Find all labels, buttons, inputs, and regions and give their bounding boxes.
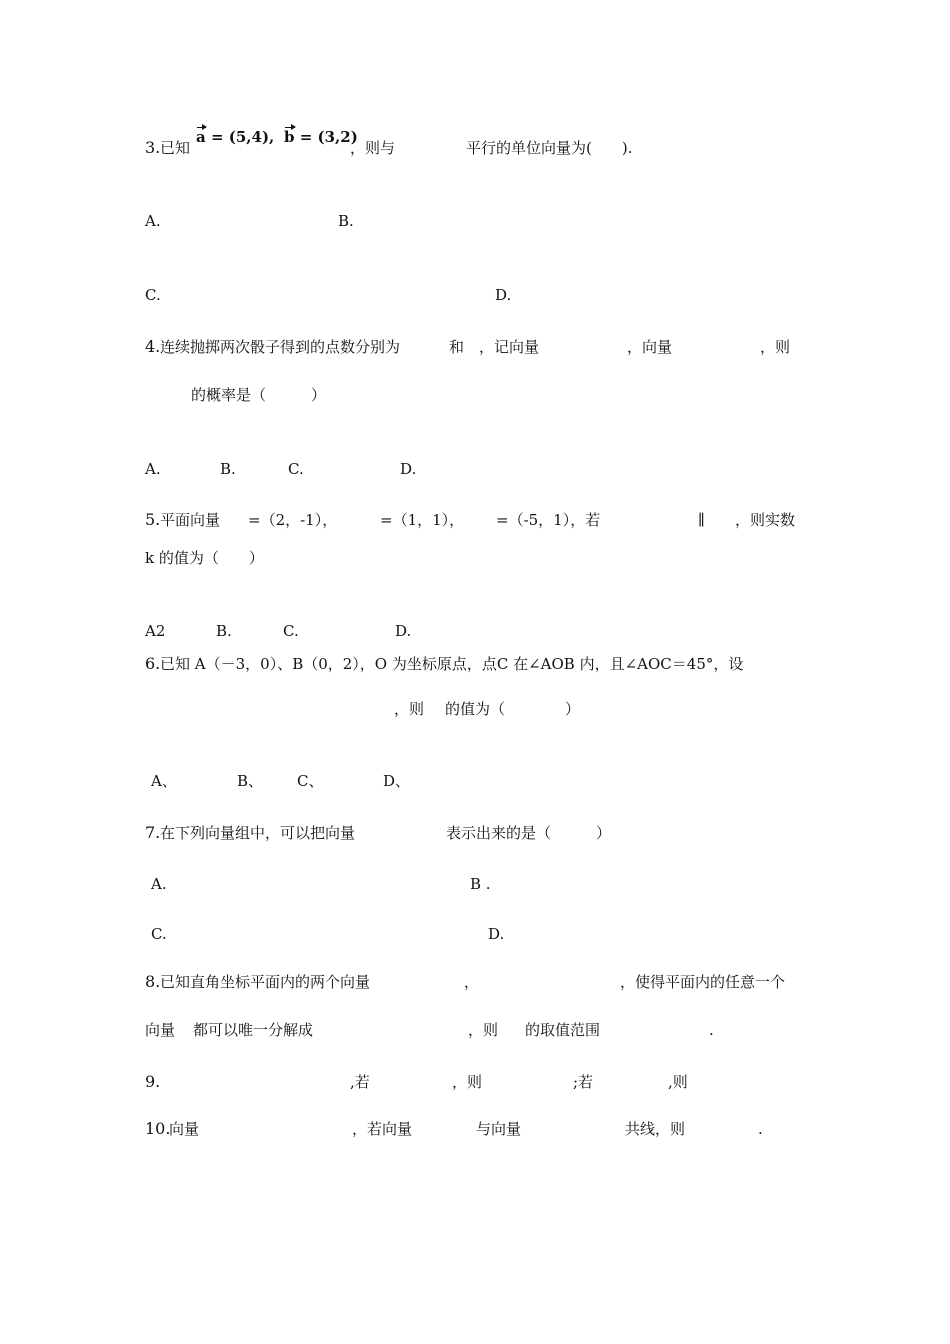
q9-text-d: ,则 xyxy=(668,1073,688,1091)
q9-text-a: ,若 xyxy=(350,1073,370,1091)
q5-text-f: ，则实数 xyxy=(735,511,796,529)
q3-vector-a-value: = (5,4), xyxy=(205,128,275,146)
q9-number: 9. xyxy=(145,1072,161,1091)
q7-option-a: A. xyxy=(151,875,167,893)
q4-text-a: 连续抛掷两次骰子得到的点数分别为 xyxy=(160,338,401,356)
q5-text-c: =（1，1）， xyxy=(380,511,465,529)
q8-text-f: ，则 xyxy=(468,1021,499,1039)
q6-text-b: ，则 xyxy=(394,700,425,718)
q3-vector-a xyxy=(196,128,274,146)
q7-option-b: B . xyxy=(470,875,491,893)
q4-number: 4. xyxy=(145,337,161,356)
q5-option-c: C. xyxy=(283,622,299,640)
q8-text-h: . xyxy=(709,1021,714,1039)
q4-text-d: ，向量 xyxy=(627,338,673,356)
q8-text-a: 已知直角坐标平面内的两个向量 xyxy=(160,973,371,991)
q3-vector-b xyxy=(284,128,358,146)
q9-text-c: ;若 xyxy=(573,1073,594,1091)
q4-text-c: ，记向量 xyxy=(479,338,540,356)
q3-text-b: ，则与 xyxy=(350,139,396,157)
q8-text-e: 都可以唯一分解成 xyxy=(193,1021,314,1039)
q3-option-b: B. xyxy=(338,212,354,230)
q7-option-c: C. xyxy=(151,925,167,943)
q8-text-b: ， xyxy=(464,973,480,991)
q3-text-c: 平行的单位向量为( ). xyxy=(466,139,633,157)
q6-option-b: B、 xyxy=(237,772,264,790)
q4-option-a: A. xyxy=(145,460,161,478)
q5-text-b: =（2，-1）， xyxy=(248,511,338,529)
q7-text-a: 在下列向量组中，可以把向量 xyxy=(160,824,356,842)
q8-text-g: 的取值范围 xyxy=(525,1021,601,1039)
q8-text-c: ，使得平面内的任意一个 xyxy=(620,973,786,991)
q10-text-b: ，若向量 xyxy=(352,1120,413,1138)
q4-option-c: C. xyxy=(288,460,304,478)
q3-option-a: A. xyxy=(145,212,161,230)
q10-text-d: 共线，则 xyxy=(625,1120,686,1138)
q6-number: 6. xyxy=(145,654,161,673)
q3-vector-b-value: = (3,2) xyxy=(294,128,358,146)
q10-text-a: 向量 xyxy=(169,1120,200,1138)
q5-option-b: B. xyxy=(216,622,232,640)
q4-option-d: D. xyxy=(400,460,417,478)
q10-text-c: 与向量 xyxy=(476,1120,522,1138)
q3-number: 3. xyxy=(145,138,161,157)
q10-text-e: . xyxy=(758,1120,763,1138)
q5-text-a: 平面向量 xyxy=(160,511,221,529)
q5-option-a: A2 xyxy=(145,622,166,640)
q4-option-b: B. xyxy=(220,460,236,478)
q3-vector-a-symbol: a xyxy=(196,128,206,146)
q5-text-d: =（-5，1），若 xyxy=(496,511,601,529)
q6-option-d: D、 xyxy=(383,772,411,790)
q8-number: 8. xyxy=(145,972,161,991)
q5-option-d: D. xyxy=(395,622,412,640)
q3-text-a: 已知 xyxy=(160,139,191,157)
q3-option-d: D. xyxy=(495,286,512,304)
q6-text-a: 已知 A（－3，0）、B（0，2），O 为坐标原点，点C 在∠AOB 内，且∠AOC＝45°，设 xyxy=(160,655,744,673)
q7-number: 7. xyxy=(145,823,161,842)
q6-option-a: A、 xyxy=(151,772,177,790)
q10-number: 10. xyxy=(145,1119,171,1138)
q7-option-d: D. xyxy=(488,925,505,943)
q6-option-c: C、 xyxy=(297,772,324,790)
q5-number: 5. xyxy=(145,510,161,529)
q4-line-2: 的概率是（ ） xyxy=(191,386,327,404)
q7-text-b: 表示出来的是（ ） xyxy=(446,824,612,842)
q4-text-b: 和 xyxy=(449,338,465,356)
q4-text-e: ，则 xyxy=(760,338,791,356)
q3-vector-b-symbol: b xyxy=(284,128,295,146)
q5-line-2: k 的值为（ ） xyxy=(145,549,264,567)
q8-text-d: 向量 xyxy=(145,1021,176,1039)
q6-text-c: 的值为（ ） xyxy=(445,700,581,718)
q5-parallel-symbol: ∥ xyxy=(698,511,705,529)
q9-text-b: ，则 xyxy=(452,1073,483,1091)
q3-option-c: C. xyxy=(145,286,161,304)
